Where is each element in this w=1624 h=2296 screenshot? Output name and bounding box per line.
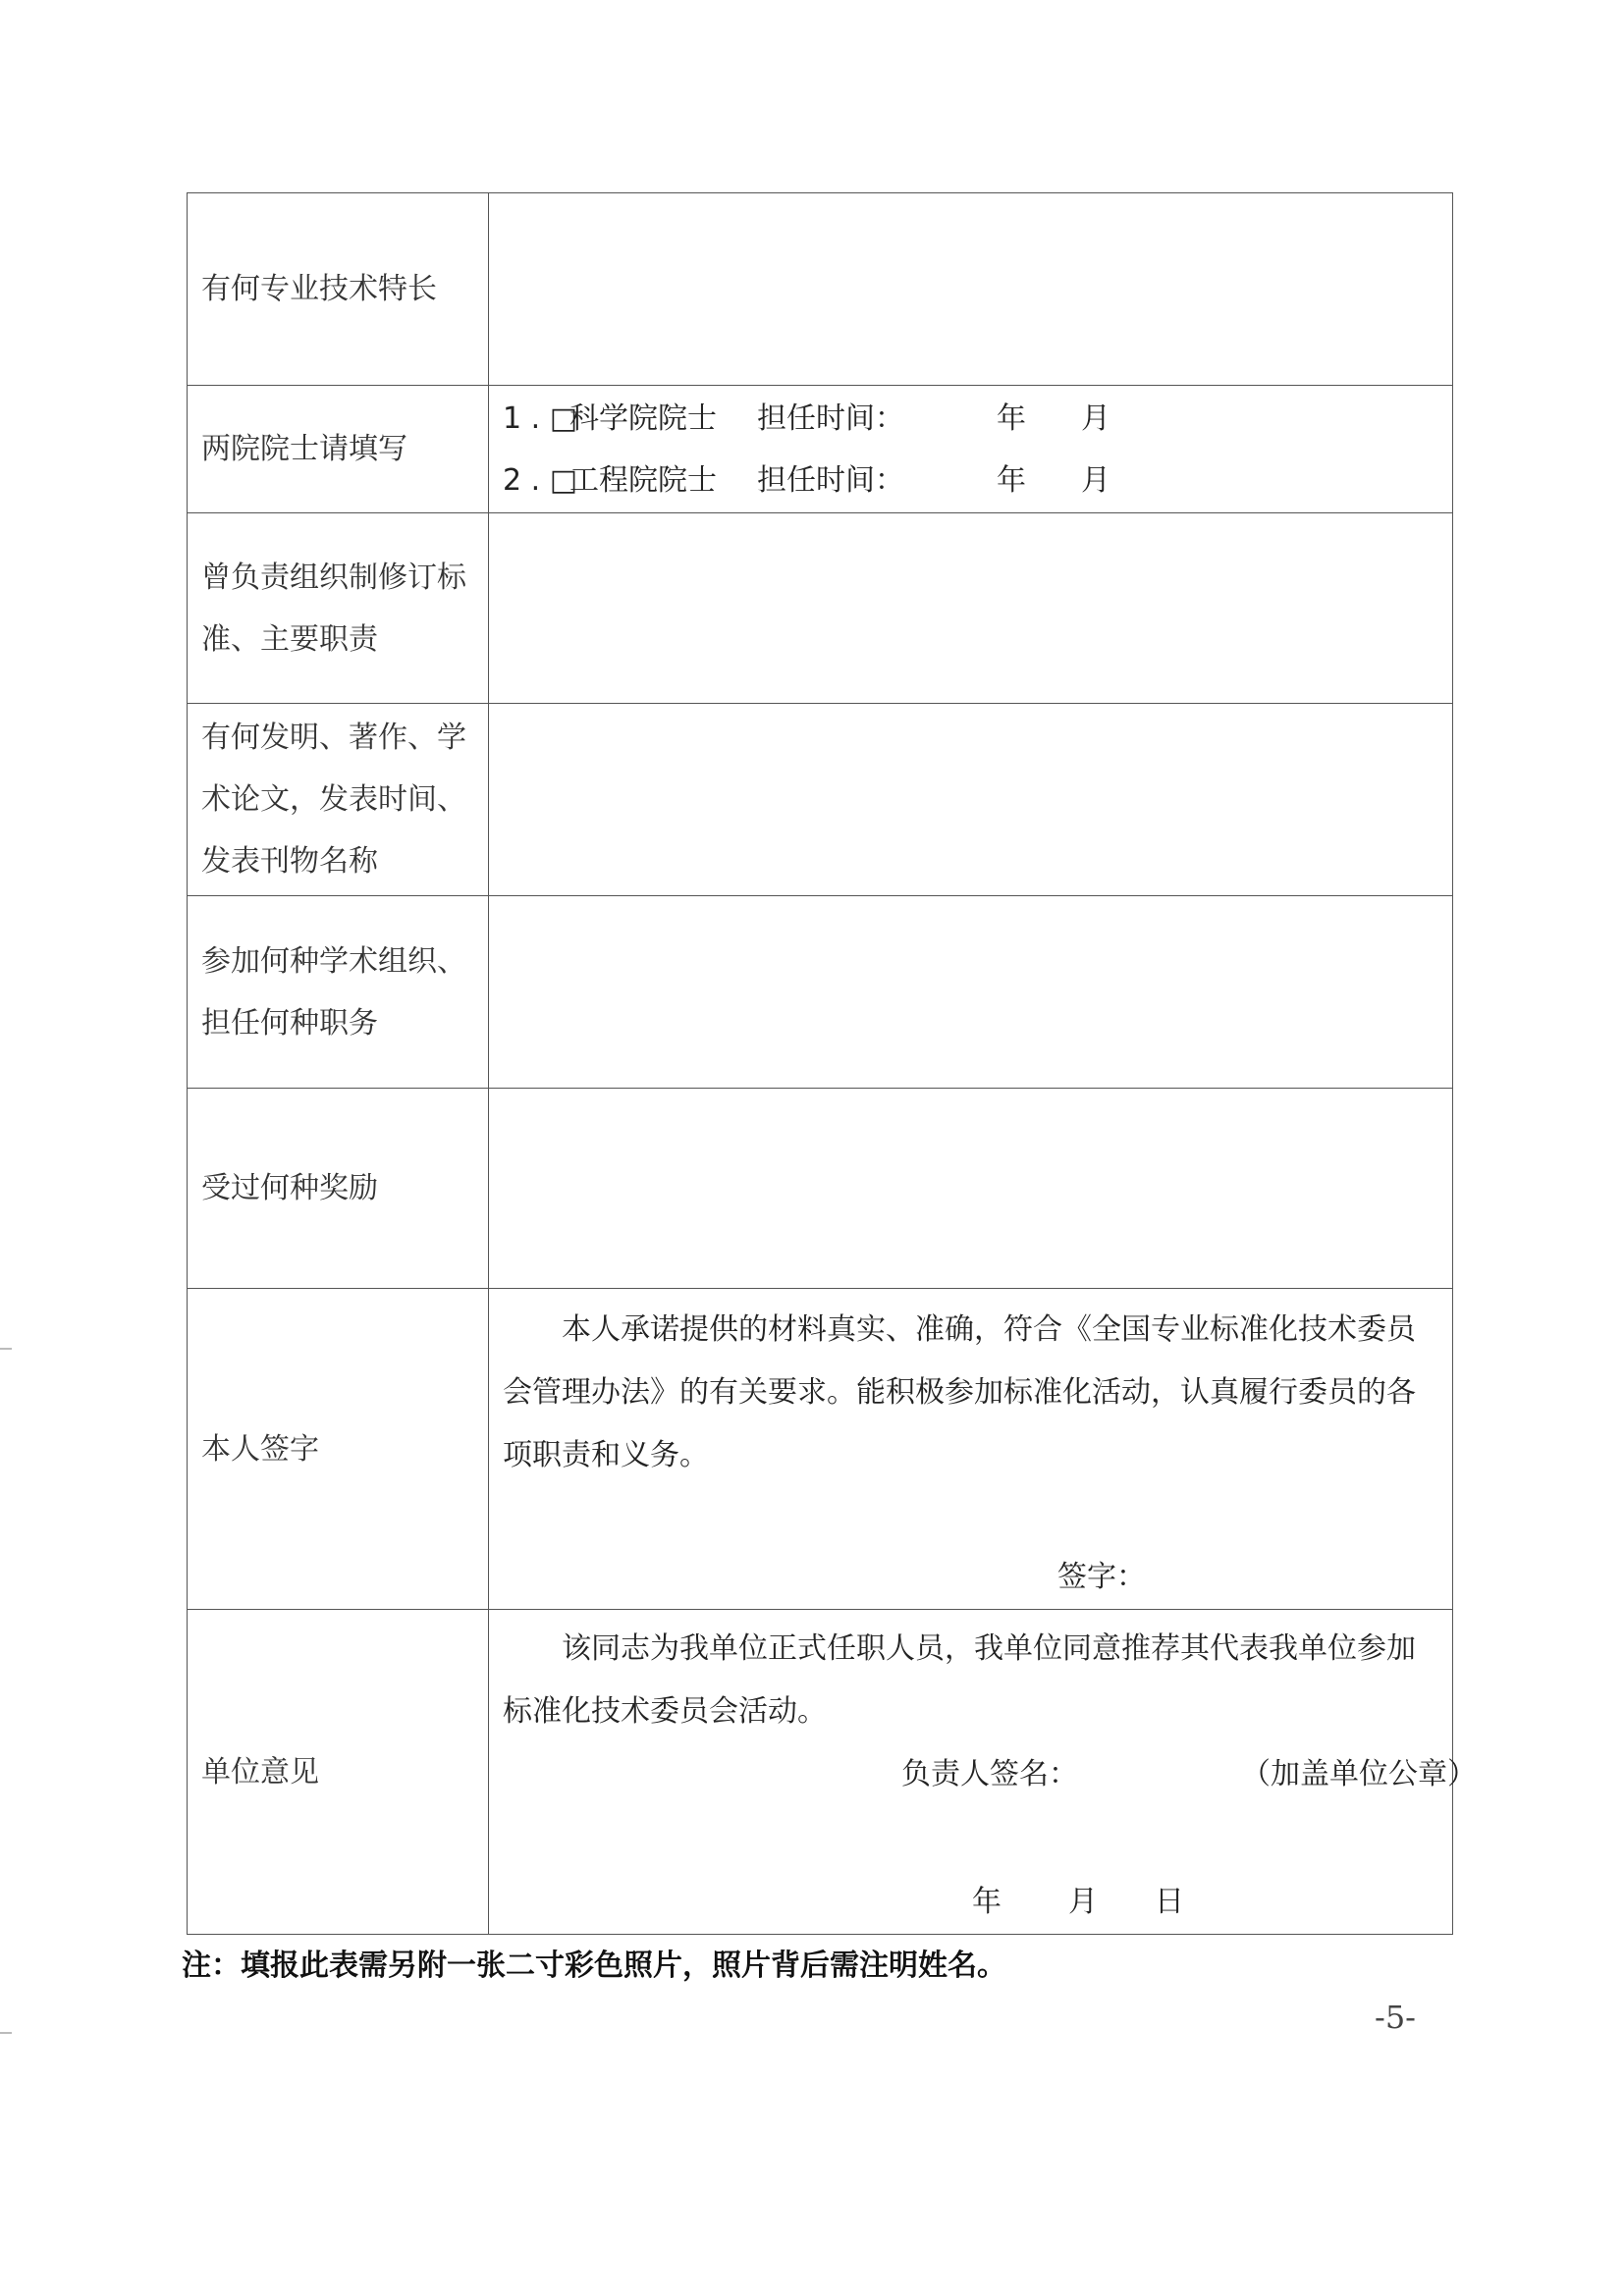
standards-field[interactable] bbox=[489, 513, 1453, 704]
engineering-term-label: 担任时间： bbox=[757, 462, 904, 498]
application-form-table bbox=[187, 192, 1477, 1935]
row-unit-opinion bbox=[188, 1610, 1453, 1935]
leader-sign-label[interactable]: 负责人签名： bbox=[901, 1757, 1078, 1791]
scan-edge-mark bbox=[0, 2032, 12, 2034]
engineering-year-label: 年 bbox=[997, 462, 1026, 498]
signature-field bbox=[489, 1289, 1453, 1610]
awards-field[interactable] bbox=[489, 1089, 1453, 1289]
academician-option-engineering bbox=[503, 450, 1438, 511]
specialty-label: 有何专业技术特长 bbox=[188, 193, 489, 386]
unit-opinion-field bbox=[489, 1610, 1477, 1935]
row-academician bbox=[188, 386, 1453, 513]
organizations-label: 参加何种学术组织、担任何种职务 bbox=[188, 896, 489, 1089]
academician-option-science bbox=[503, 388, 1438, 450]
row-signature bbox=[188, 1289, 1453, 1610]
engineering-kind-label: 工程院院士 bbox=[569, 462, 717, 498]
unit-statement: 该同志为我单位正式任职人员，我单位同意推荐其代表我单位参加标准化技术委员会活动。 bbox=[503, 1631, 1416, 1729]
publications-field[interactable] bbox=[489, 704, 1453, 896]
academician-label: 两院院士请填写 bbox=[188, 386, 489, 513]
leader-sign-line bbox=[503, 1743, 1477, 1806]
specialty-field[interactable] bbox=[489, 193, 1453, 386]
scan-edge-mark bbox=[0, 1348, 12, 1350]
standards-label: 曾负责组织制修订标准、主要职责 bbox=[188, 513, 489, 704]
science-term-label: 担任时间： bbox=[757, 400, 904, 436]
row-standards bbox=[188, 513, 1453, 704]
unit-day-label: 日 bbox=[1155, 1885, 1184, 1919]
pledge-text: 本人承诺提供的材料真实、准确，符合《全国专业标准化技术委员会管理办法》的有关要求。能积极参加标准化活动，认真履行委员的各项职责和义务。 bbox=[503, 1312, 1416, 1472]
publications-label: 有何发明、著作、学术论文，发表时间、发表刊物名称 bbox=[188, 704, 489, 896]
organizations-field[interactable] bbox=[489, 896, 1453, 1089]
science-year-label: 年 bbox=[997, 400, 1026, 436]
personal-sign-line[interactable] bbox=[503, 1546, 1438, 1609]
engineering-checkbox[interactable]: 2 . □ bbox=[503, 462, 578, 498]
photo-note: 注：填报此表需另附一张二寸彩色照片，照片背后需注明姓名。 bbox=[182, 1949, 1006, 1983]
row-awards bbox=[188, 1089, 1453, 1289]
signature-label: 本人签字 bbox=[188, 1289, 489, 1610]
science-checkbox[interactable]: 1 . □ bbox=[503, 400, 578, 436]
page-number: -5- bbox=[1375, 1999, 1416, 2036]
unit-date-line bbox=[503, 1871, 1438, 1934]
seal-label: （加盖单位公章） bbox=[1241, 1757, 1477, 1791]
awards-label: 受过何种奖励 bbox=[188, 1089, 489, 1289]
row-organizations bbox=[188, 896, 1453, 1089]
science-month-label: 月 bbox=[1081, 400, 1110, 436]
row-publications bbox=[188, 704, 1453, 896]
academician-field bbox=[489, 386, 1453, 513]
unit-month-label: 月 bbox=[1068, 1885, 1098, 1919]
unit-opinion-label: 单位意见 bbox=[188, 1610, 489, 1935]
row-specialty bbox=[188, 193, 1453, 386]
engineering-month-label: 月 bbox=[1081, 462, 1110, 498]
unit-year-label: 年 bbox=[972, 1885, 1001, 1919]
science-kind-label: 科学院院士 bbox=[569, 400, 717, 436]
personal-sign-label: 签字： bbox=[1057, 1560, 1146, 1594]
